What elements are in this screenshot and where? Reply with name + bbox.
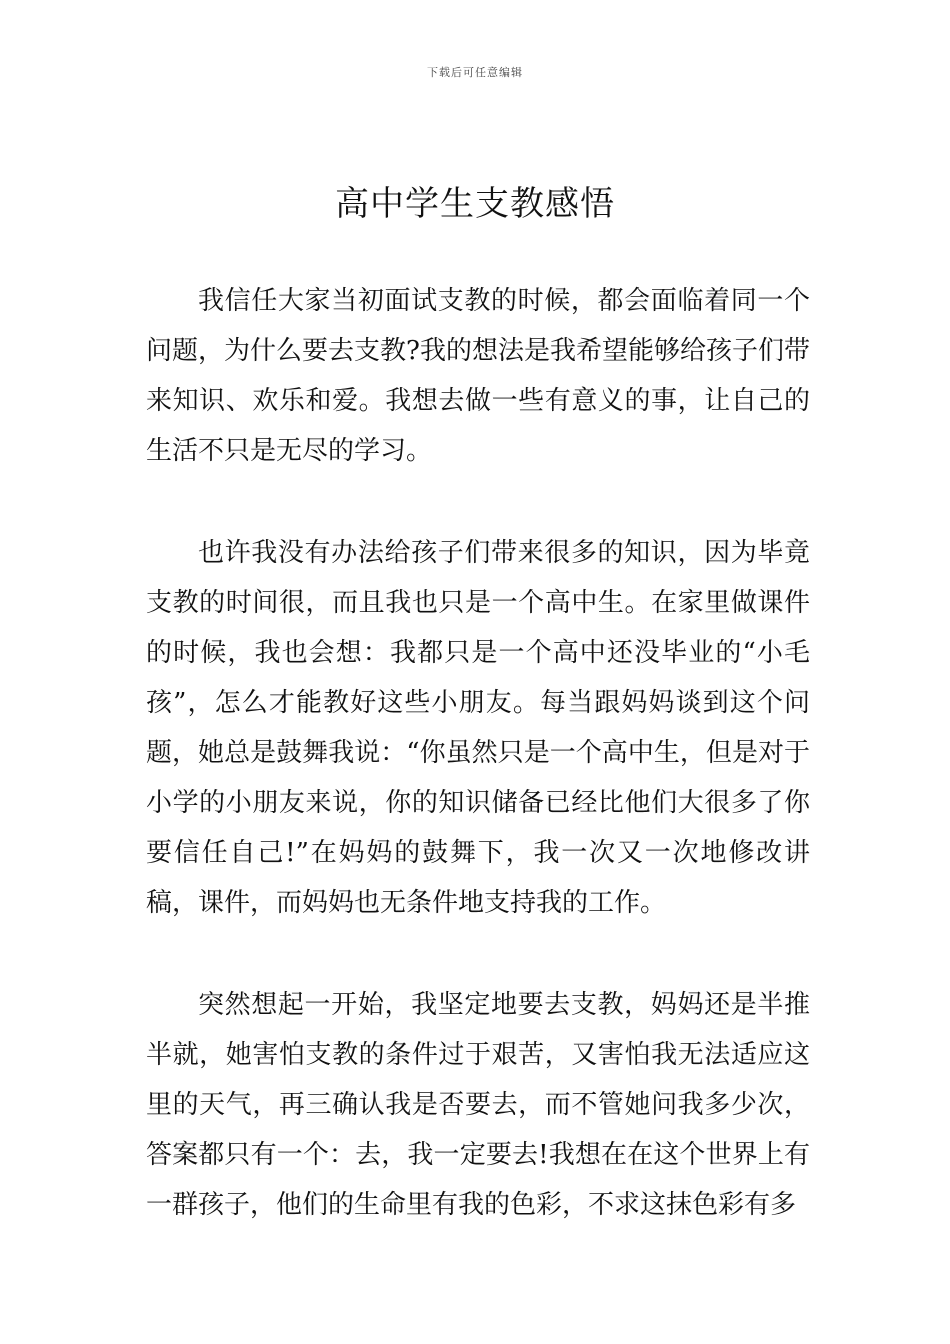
paragraph-1: 我信任大家当初面试支教的时候，都会面临着同一个问题，为什么要去支教?我的想法是我希望能够给孩子们带来知识、欢乐和爱。我想去做一些有意义的事，让自己的生活不只是无尽的学习。 (146, 286, 810, 466)
paragraph-3: 突然想起一开始，我坚定地要去支教，妈妈还是半推半就，她害怕支教的条件过于艰苦，又害怕我无法适应这里的天气，再三确认我是否要去，而不管她问我多少次，答案都只有一个：去，我一定要去!我想在在这个世界上有一群孩子，他们的生命里有我的色彩，不求这抹色彩有多 (146, 990, 810, 1220)
document-title: 高中学生支教感悟 (335, 184, 615, 224)
header-note: 下载后可任意编辑 (427, 66, 523, 79)
document-body (146, 276, 810, 1282)
paragraph-2: 也许我没有办法给孩子们带来很多的知识，因为毕竟支教的时间很，而且我也只是一个高中生。在家里做课件的时候，我也会想：我都只是一个高中还没毕业的“小毛孩”，怎么才能教好这些小朋友。每当跟妈妈谈到这个问题，她总是鼓舞我说：“你虽然只是一个高中生，但是对于小学的小朋友来说，你的知识储备已经比他们大很多了你要信任自己!”在妈妈的鼓舞下，我一次又一次地修改讲稿，课件，而妈妈也无条件地支持我的工作。 (146, 538, 810, 918)
